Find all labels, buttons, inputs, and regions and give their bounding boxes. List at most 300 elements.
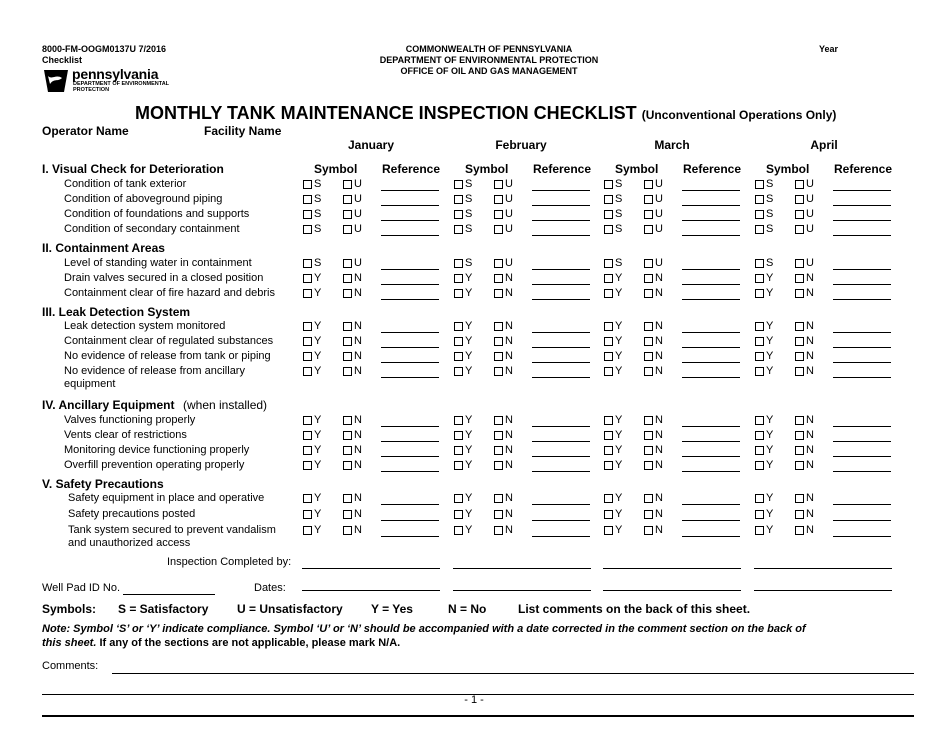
reference-field[interactable]: [682, 362, 740, 363]
checkbox-n[interactable]: [644, 510, 653, 519]
inspection-completed-field[interactable]: [302, 568, 440, 569]
checkbox-u[interactable]: [795, 195, 804, 204]
section-title: II. Containment Areas: [42, 241, 165, 255]
checkbox-n[interactable]: [494, 352, 503, 361]
reference-field[interactable]: [833, 347, 891, 348]
checkbox-y[interactable]: [454, 510, 463, 519]
checkbox-y[interactable]: [303, 289, 312, 298]
checkbox-n[interactable]: [343, 494, 352, 503]
checkbox-n[interactable]: [795, 431, 804, 440]
checkbox-y[interactable]: [755, 431, 764, 440]
checkbox-s[interactable]: [303, 210, 312, 219]
reference-field[interactable]: [381, 377, 439, 378]
checkbox-n[interactable]: [795, 526, 804, 535]
reference-field[interactable]: [682, 284, 740, 285]
checkbox-y[interactable]: [604, 337, 613, 346]
checkbox-n[interactable]: [494, 416, 503, 425]
date-field[interactable]: [453, 590, 591, 591]
checkbox-u[interactable]: [644, 225, 653, 234]
checkbox-u[interactable]: [494, 195, 503, 204]
checkbox-u[interactable]: [795, 225, 804, 234]
checkbox-u[interactable]: [644, 195, 653, 204]
checkbox-y[interactable]: [755, 367, 764, 376]
reference-field[interactable]: [532, 220, 590, 221]
checkbox-s[interactable]: [454, 195, 463, 204]
checkbox-s[interactable]: [604, 225, 613, 234]
checkbox-n[interactable]: [795, 322, 804, 331]
checkbox-label: Y: [314, 272, 322, 284]
checkbox-s[interactable]: [604, 210, 613, 219]
checkbox-n[interactable]: [795, 352, 804, 361]
month-header: March: [654, 138, 690, 152]
checkbox-u[interactable]: [795, 259, 804, 268]
checkbox-label: N: [806, 272, 814, 284]
checkbox-y[interactable]: [454, 494, 463, 503]
month-header: April: [810, 138, 838, 152]
reference-field[interactable]: [381, 441, 439, 442]
checkbox-label: Y: [314, 444, 322, 456]
checkbox-label: Y: [465, 429, 473, 441]
checkbox-n[interactable]: [494, 461, 503, 470]
checkbox-y[interactable]: [604, 274, 613, 283]
reference-field[interactable]: [381, 520, 439, 521]
reference-header: Reference: [683, 162, 742, 176]
reference-field[interactable]: [381, 332, 439, 333]
reference-field[interactable]: [833, 426, 891, 427]
checklist-item-label: Tank system secured to prevent vandalism: [68, 524, 276, 536]
legend-n: N = No: [448, 602, 487, 616]
checkbox-label: Y: [615, 365, 623, 377]
checkbox-n[interactable]: [494, 446, 503, 455]
checkbox-n[interactable]: [343, 367, 352, 376]
checkbox-label: Y: [615, 320, 623, 332]
checkbox-n[interactable]: [494, 431, 503, 440]
reference-field[interactable]: [532, 426, 590, 427]
checkbox-n[interactable]: [644, 526, 653, 535]
checkbox-n[interactable]: [795, 446, 804, 455]
checkbox-n[interactable]: [795, 289, 804, 298]
reference-field[interactable]: [532, 520, 590, 521]
checkbox-n[interactable]: [343, 461, 352, 470]
reference-field[interactable]: [381, 536, 439, 537]
comments-label: Comments:: [42, 660, 99, 672]
checkbox-y[interactable]: [454, 461, 463, 470]
checkbox-label: U: [354, 208, 362, 220]
checklist-item-label: Valves functioning properly: [64, 414, 196, 426]
checkbox-label: Y: [314, 429, 322, 441]
checkbox-y[interactable]: [454, 416, 463, 425]
checkbox-label: Y: [766, 287, 774, 299]
checkbox-label: Y: [615, 350, 623, 362]
facility-name-label: Facility Name: [204, 124, 282, 138]
checklist-item-label: Containment clear of fire hazard and debris: [64, 287, 275, 299]
checkbox-y[interactable]: [303, 431, 312, 440]
reference-field[interactable]: [682, 205, 740, 206]
dates-label: Dates:: [254, 582, 286, 594]
checkbox-n[interactable]: [343, 322, 352, 331]
reference-field[interactable]: [381, 362, 439, 363]
checkbox-n[interactable]: [644, 494, 653, 503]
reference-field[interactable]: [381, 235, 439, 236]
checkbox-label: N: [806, 335, 814, 347]
checkbox-label: Y: [615, 429, 623, 441]
checkbox-y[interactable]: [755, 461, 764, 470]
checkbox-y[interactable]: [454, 289, 463, 298]
checkbox-y[interactable]: [755, 446, 764, 455]
checkbox-y[interactable]: [604, 322, 613, 331]
checkbox-label: N: [354, 429, 362, 441]
checkbox-s[interactable]: [454, 259, 463, 268]
checkbox-label: N: [505, 335, 513, 347]
checkbox-y[interactable]: [604, 431, 613, 440]
checkbox-s[interactable]: [755, 180, 764, 189]
checkbox-label: Y: [314, 365, 322, 377]
reference-field[interactable]: [532, 332, 590, 333]
checkbox-y[interactable]: [604, 289, 613, 298]
checkbox-u[interactable]: [494, 259, 503, 268]
checkbox-y[interactable]: [604, 416, 613, 425]
checkbox-u[interactable]: [644, 180, 653, 189]
reference-field[interactable]: [532, 504, 590, 505]
reference-field[interactable]: [682, 426, 740, 427]
reference-field[interactable]: [381, 347, 439, 348]
reference-field[interactable]: [833, 299, 891, 300]
reference-field[interactable]: [682, 441, 740, 442]
checkbox-y[interactable]: [755, 526, 764, 535]
checkbox-u[interactable]: [795, 180, 804, 189]
checkbox-label: Y: [314, 287, 322, 299]
checkbox-n[interactable]: [494, 526, 503, 535]
checkbox-s[interactable]: [755, 210, 764, 219]
checkbox-label: N: [354, 335, 362, 347]
checkbox-y[interactable]: [755, 416, 764, 425]
checkbox-y[interactable]: [454, 431, 463, 440]
checkbox-label: N: [655, 444, 663, 456]
reference-field[interactable]: [682, 299, 740, 300]
checkbox-y[interactable]: [303, 510, 312, 519]
checkbox-label: Y: [465, 320, 473, 332]
checkbox-u[interactable]: [343, 195, 352, 204]
checkbox-y[interactable]: [454, 322, 463, 331]
reference-field[interactable]: [833, 284, 891, 285]
checkbox-n[interactable]: [795, 367, 804, 376]
checkbox-label: N: [505, 444, 513, 456]
checkbox-y[interactable]: [454, 274, 463, 283]
checkbox-y[interactable]: [755, 510, 764, 519]
symbol-header: Symbol: [615, 162, 659, 176]
reference-field[interactable]: [682, 377, 740, 378]
checkbox-n[interactable]: [343, 446, 352, 455]
checkbox-y[interactable]: [303, 322, 312, 331]
org-line-1: COMMONWEALTH OF PENNSYLVANIA: [405, 44, 573, 54]
checkbox-n[interactable]: [343, 274, 352, 283]
reference-field[interactable]: [381, 190, 439, 191]
reference-field[interactable]: [381, 220, 439, 221]
checkbox-y[interactable]: [604, 446, 613, 455]
checkbox-label: N: [505, 508, 513, 520]
checkbox-y[interactable]: [755, 494, 764, 503]
checkbox-n[interactable]: [644, 431, 653, 440]
date-field[interactable]: [302, 590, 440, 591]
legend-s: S = Satisfactory: [118, 602, 209, 616]
legend-symbols: Symbols:: [42, 602, 97, 616]
checkbox-n[interactable]: [644, 337, 653, 346]
reference-field[interactable]: [833, 471, 891, 472]
reference-field[interactable]: [532, 235, 590, 236]
checkbox-y[interactable]: [303, 494, 312, 503]
checkbox-label: Y: [766, 444, 774, 456]
checkbox-label: U: [806, 223, 814, 235]
checkbox-n[interactable]: [343, 526, 352, 535]
reference-field[interactable]: [381, 205, 439, 206]
checkbox-label: S: [314, 178, 322, 190]
checkbox-label: Y: [465, 414, 473, 426]
checkbox-label: Y: [615, 414, 623, 426]
reference-field[interactable]: [682, 504, 740, 505]
reference-field[interactable]: [381, 456, 439, 457]
checkbox-y[interactable]: [604, 352, 613, 361]
inspection-completed-label: Inspection Completed by:: [167, 556, 292, 568]
checkbox-n[interactable]: [795, 337, 804, 346]
checkbox-label: S: [314, 208, 322, 220]
checkbox-n[interactable]: [644, 322, 653, 331]
date-field[interactable]: [754, 590, 892, 591]
checkbox-label: Y: [314, 350, 322, 362]
checkbox-u[interactable]: [644, 259, 653, 268]
checkbox-n[interactable]: [795, 274, 804, 283]
reference-field[interactable]: [532, 441, 590, 442]
checkbox-s[interactable]: [303, 180, 312, 189]
well-pad-field[interactable]: [123, 594, 215, 595]
reference-field[interactable]: [833, 441, 891, 442]
reference-field[interactable]: [833, 456, 891, 457]
checkbox-y[interactable]: [303, 446, 312, 455]
checkbox-label: U: [655, 208, 663, 220]
checkbox-label: S: [766, 178, 774, 190]
checkbox-label: Y: [465, 272, 473, 284]
checkbox-n[interactable]: [494, 322, 503, 331]
checkbox-n[interactable]: [795, 494, 804, 503]
reference-field[interactable]: [532, 205, 590, 206]
checkbox-y[interactable]: [604, 461, 613, 470]
checklist-item-label: Condition of aboveground piping: [64, 193, 223, 205]
checkbox-label: S: [465, 178, 473, 190]
checkbox-y[interactable]: [303, 352, 312, 361]
checkbox-s[interactable]: [755, 225, 764, 234]
checkbox-s[interactable]: [303, 225, 312, 234]
checkbox-label: Y: [615, 492, 623, 504]
reference-field[interactable]: [833, 235, 891, 236]
comments-field-line-1[interactable]: [112, 673, 914, 674]
reference-field[interactable]: [532, 536, 590, 537]
checkbox-s[interactable]: [604, 195, 613, 204]
reference-field[interactable]: [682, 269, 740, 270]
well-pad-label: Well Pad ID No.: [42, 582, 121, 594]
checkbox-label: N: [655, 335, 663, 347]
reference-field[interactable]: [833, 377, 891, 378]
inspection-completed-field[interactable]: [754, 568, 892, 569]
checkbox-n[interactable]: [343, 431, 352, 440]
checkbox-label: N: [505, 492, 513, 504]
checkbox-u[interactable]: [343, 210, 352, 219]
checkbox-n[interactable]: [343, 510, 352, 519]
checkbox-n[interactable]: [343, 337, 352, 346]
checkbox-n[interactable]: [644, 289, 653, 298]
checkbox-n[interactable]: [644, 274, 653, 283]
checkbox-s[interactable]: [454, 180, 463, 189]
reference-field[interactable]: [381, 269, 439, 270]
checkbox-u[interactable]: [343, 259, 352, 268]
checkbox-u[interactable]: [795, 210, 804, 219]
reference-field[interactable]: [682, 471, 740, 472]
reference-field[interactable]: [532, 299, 590, 300]
checkbox-n[interactable]: [343, 416, 352, 425]
reference-field[interactable]: [682, 536, 740, 537]
checkbox-s[interactable]: [454, 225, 463, 234]
checkbox-label: U: [354, 223, 362, 235]
checkbox-label: N: [655, 508, 663, 520]
checkbox-u[interactable]: [343, 225, 352, 234]
reference-field[interactable]: [381, 504, 439, 505]
reference-field[interactable]: [532, 456, 590, 457]
reference-field[interactable]: [381, 284, 439, 285]
reference-field[interactable]: [532, 190, 590, 191]
checkbox-u[interactable]: [343, 180, 352, 189]
checkbox-n[interactable]: [795, 461, 804, 470]
checkbox-y[interactable]: [454, 337, 463, 346]
checkbox-y[interactable]: [755, 274, 764, 283]
reference-field[interactable]: [532, 269, 590, 270]
checkbox-n[interactable]: [644, 446, 653, 455]
reference-field[interactable]: [682, 520, 740, 521]
inspection-completed-field[interactable]: [453, 568, 591, 569]
reference-field[interactable]: [833, 332, 891, 333]
checkbox-u[interactable]: [494, 210, 503, 219]
checkbox-s[interactable]: [303, 259, 312, 268]
checkbox-s[interactable]: [604, 259, 613, 268]
checkbox-s[interactable]: [604, 180, 613, 189]
reference-field[interactable]: [532, 377, 590, 378]
checkbox-n[interactable]: [494, 274, 503, 283]
reference-field[interactable]: [833, 362, 891, 363]
reference-field[interactable]: [381, 299, 439, 300]
checkbox-n[interactable]: [644, 367, 653, 376]
checkbox-y[interactable]: [454, 352, 463, 361]
checkbox-label: N: [655, 459, 663, 471]
checkbox-u[interactable]: [494, 225, 503, 234]
checkbox-n[interactable]: [494, 367, 503, 376]
checkbox-label: Y: [766, 320, 774, 332]
reference-header: Reference: [533, 162, 592, 176]
checkbox-s[interactable]: [303, 195, 312, 204]
symbol-header: Symbol: [465, 162, 509, 176]
reference-field[interactable]: [682, 456, 740, 457]
checkbox-n[interactable]: [795, 416, 804, 425]
reference-field[interactable]: [682, 347, 740, 348]
checkbox-n[interactable]: [494, 289, 503, 298]
checkbox-y[interactable]: [303, 526, 312, 535]
checkbox-n[interactable]: [494, 510, 503, 519]
reference-field[interactable]: [532, 347, 590, 348]
checkbox-label: N: [505, 414, 513, 426]
checkbox-y[interactable]: [454, 446, 463, 455]
checkbox-y[interactable]: [755, 352, 764, 361]
checkbox-label: Y: [615, 524, 623, 536]
checkbox-y[interactable]: [604, 494, 613, 503]
checkbox-label: N: [354, 287, 362, 299]
reference-field[interactable]: [833, 269, 891, 270]
checkbox-n[interactable]: [343, 352, 352, 361]
checkbox-y[interactable]: [454, 367, 463, 376]
checkbox-y[interactable]: [303, 416, 312, 425]
reference-field[interactable]: [532, 471, 590, 472]
checkbox-u[interactable]: [494, 180, 503, 189]
checkbox-s[interactable]: [755, 259, 764, 268]
checkbox-n[interactable]: [644, 461, 653, 470]
checkbox-y[interactable]: [604, 526, 613, 535]
checkbox-u[interactable]: [644, 210, 653, 219]
checkbox-s[interactable]: [755, 195, 764, 204]
checkbox-y[interactable]: [303, 337, 312, 346]
checkbox-label: N: [806, 492, 814, 504]
reference-field[interactable]: [682, 220, 740, 221]
checkbox-y[interactable]: [604, 510, 613, 519]
checkbox-n[interactable]: [494, 494, 503, 503]
reference-field[interactable]: [682, 235, 740, 236]
month-header: February: [495, 138, 547, 152]
checkbox-y[interactable]: [454, 526, 463, 535]
checkbox-n[interactable]: [644, 352, 653, 361]
section-title: IV. Ancillary Equipment: [42, 398, 175, 412]
checkbox-label: N: [806, 508, 814, 520]
checkbox-label: U: [655, 193, 663, 205]
reference-field[interactable]: [682, 332, 740, 333]
checkbox-y[interactable]: [303, 274, 312, 283]
checkbox-n[interactable]: [343, 289, 352, 298]
checkbox-y[interactable]: [303, 367, 312, 376]
reference-field[interactable]: [682, 190, 740, 191]
checkbox-y[interactable]: [755, 289, 764, 298]
checkbox-y[interactable]: [755, 337, 764, 346]
reference-field[interactable]: [833, 504, 891, 505]
checkbox-y[interactable]: [303, 461, 312, 470]
checkbox-label: U: [806, 208, 814, 220]
reference-field[interactable]: [833, 190, 891, 191]
reference-field[interactable]: [381, 471, 439, 472]
checkbox-label: S: [465, 193, 473, 205]
checkbox-label: Y: [615, 335, 623, 347]
inspection-completed-field[interactable]: [603, 568, 741, 569]
checkbox-s[interactable]: [454, 210, 463, 219]
checkbox-y[interactable]: [604, 367, 613, 376]
checkbox-n[interactable]: [644, 416, 653, 425]
reference-field[interactable]: [381, 426, 439, 427]
reference-field[interactable]: [532, 362, 590, 363]
checkbox-n[interactable]: [494, 337, 503, 346]
checkbox-y[interactable]: [755, 322, 764, 331]
reference-field[interactable]: [833, 520, 891, 521]
checklist-item-label: Overfill prevention operating properly: [64, 459, 245, 471]
date-field[interactable]: [603, 590, 741, 591]
reference-field[interactable]: [833, 220, 891, 221]
checkbox-n[interactable]: [795, 510, 804, 519]
reference-field[interactable]: [833, 536, 891, 537]
checkbox-label: N: [354, 365, 362, 377]
month-header: January: [347, 138, 395, 152]
reference-field[interactable]: [833, 205, 891, 206]
checkbox-label: S: [314, 223, 322, 235]
reference-field[interactable]: [532, 284, 590, 285]
